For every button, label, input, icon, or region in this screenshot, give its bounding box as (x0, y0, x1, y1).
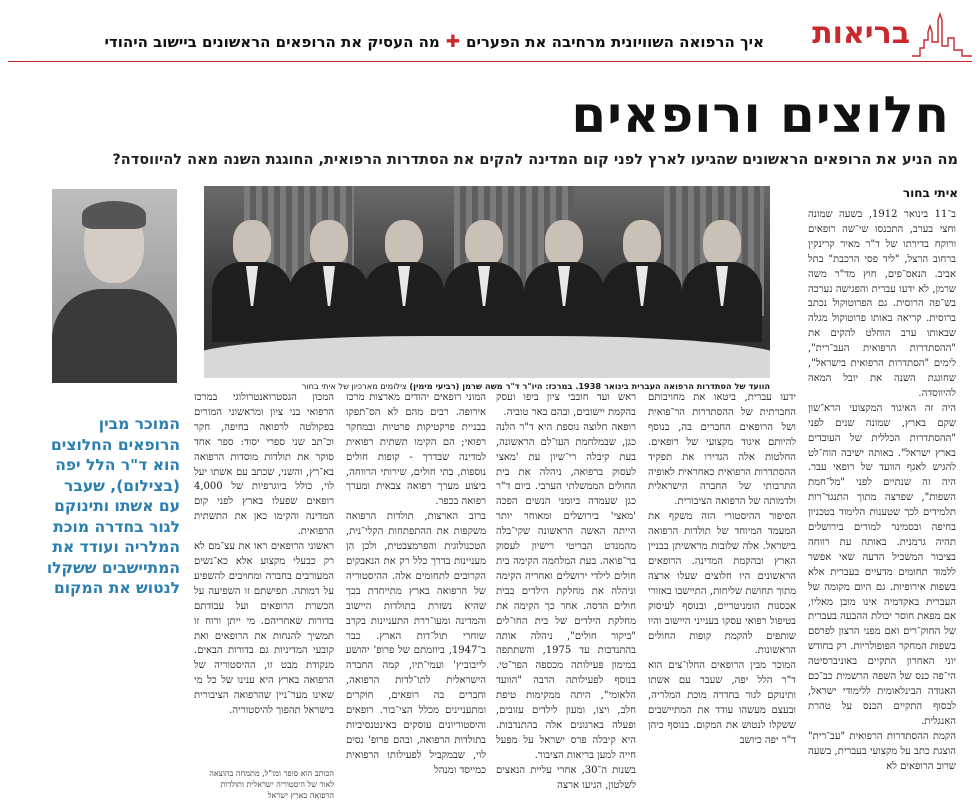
article-column-5: המכון הגסטרואנטרולוגי במרכז הרפואי בני ציון ומראשוני המורים בפקולטה לרפואה בחיפה, חקר וכ־תב שני ספרי יסוד: ספר אחד סוקר את תולדות מוסדות הרפואה בא־רץ, והשני, שכתב עם אשתו יעל לוי, כולל ביוגרפיות של 4,000 רופאים שפעלו בארץ לפני קום המדינה והקימו כאן את התשתית הרפואית. ראשוני הרופאים ראו את עצ־מם לא רק כבעלי מקצוע אלא כא־נשים המעורבים בחברה ומחויבים להשפיע על דמותה. תפישתם זו השפיעה על הכשרת הרופאים ועל עבודתם בדורות שאחריהם. מי ייתן ורוח זו תמשיך להנחות את הרופאים ואת קובעי המדיניות גם בדורות הבאים. מנקודת מבט זו, ההיסטוריה של הרפואה בארץ היא ענינו של כל מי שאינו מער־ניין שהרפואה הציבורית בישראל תהפוך להיסטוריה. (194, 392, 334, 717)
teaser-link[interactable]: מה העסיק את הרופאים הראשונים ביישוב היהודי (104, 33, 440, 51)
subheadline: מה הניע את הרופאים הראשונים שהגיעו לארץ לפני קום המדינה להקים את הסתדרות הרפואית, החוגגת השנה מאה להיווסדה? (112, 152, 958, 168)
teasers (105, 32, 764, 52)
photo-caption: הוועד של הסתדרות הרפואה העברית בינואר 1938. במרכז: היו"ר ד"ר משה שרמן (רביעי מימין) צילומים מארכיון של איתי בחור (301, 381, 770, 391)
teaser-link[interactable]: איך הרפואה השוויונית מרחיבה את הפערים (466, 33, 764, 51)
section-title: בריאות (812, 16, 910, 51)
article-column-4: המוני רופאים יהודים מארצות מרכז אירופה. רבים מהם לא הס־תפקו בבניית פרקטיקות פרטיות ובמחקר רפואי; הם הקימו תשתית רפואית למדינה שבדרך - קופות חולים נוספות, בתי חולים, שירותי הרווחה, ביצוע מערך רפואה צבאית ומערך רפואה בכפר. ברוב הארצות, תולדות הרפואה משקפות את ההתפתחות הקלי־נית, הטכנולוגית והפרמצבטית, ולכן הן מעניינות בדרך כלל רק את הנאבקים הקרובים לתחומים אלה. ההיסטוריה של הרפואה בארץ מתייחדת בכך שהיא נשזרת בתולדות היישוב והמדינה ומעו־ררת התעניינות בקרב שוחרי תול־דות הארץ. כבר ב־1947, ביוזמתם של פרופ' יהושע לייבוביץ' ועמי־תיו, קמה החברה הישראלית לתו־לדות הרפואה, וחברים בה רופאים, חוקרים ומתעניינים מכלל הצי־בור. רופאים והיסטוריונים עוסקים באינטנסיביות בתולדות הרפואה, ובהם פרופ' נסים לוי, שבמקביל לפעילותו הרפואית כמייסד ומנהל (346, 392, 486, 776)
group-photo (204, 186, 770, 378)
portrait-photo (52, 189, 177, 383)
article-column-2: ידעו עברית, ביטאו את מחויבותם החברתית של ההסתדרות הר־פואית ושל הרופאים החברים בה, בנוסף להיותם איגוד מקצועי של רופאים. החלטות אלה הגדירו את תפקיד ההסתדרות הרפואית כאחראית לאופיה התרבותי של החברה הישראלית ולדמותה של הרפואה הציבורית. הסיפור ההיסטורי הזה משקף את המעמד המיוחד של תולדות הרפואה בישראל. אלה שלובות מראשיתן בבניין הארץ ובהקמת המדינה. הרופאים הראשונים היו חלוצים שעלו ארצה מתוך תחושת שליחות, התיישבו באזורי אכסנות הומניטריים, ובנוסף לעיסוק בטיפול רפואי עסקו בענייני היישוב והיו שותפים להקמת קופות החולים הראשונות. המוכר מבין הרופאים החלו־צים הוא ד"ר הלל יפה, שעבר עם אשתו ותינוקם לגור בחדרה מוכת המלריה, ובעצם מעשהו עודד את המתיישבים ששקלו לנטוש את המקום. בנוסף כיהן ד"ר יפה כיושב (648, 392, 796, 746)
byline: איתי בחור (902, 186, 958, 200)
article-column-3: ראש ועד חובבי ציון ביפו ועסק בהקמת יישובים, ובהם באר טוביה. רופאה חלוצה נוספת היא ד"ר הלנה כגן, שבמלחמת העו־לם הראשונה, בעת קיבלה רי־שיון עת 'מאצי לעסוק ברפואה, ניהלה את בית החולים הממשלתי הערבי. ביום ד"ר כגן שעמדה ביומני הנשים הפכה 'מאצי' בירושלים ומאוחר יותר הייתה האשה הראשונה שקי־בלה מהמנדט הבריטי רישיון לעסוק בר־פואה. בעת המלחמה הקימה בית חולים לילדי ירושלים ואחריה הקימה וניהלה את מחלקת הילדים בבית חולים הדסה. אחר כך הקימה את מחלקת הילדים של בית החו־לים "ביקור חולים", ניהלה אותה בהתנדבות עד 1975, והשתתפה במימון פעילותה מכספה הפר־טי. בנוסף לפעילותה הרבה "הוועד הלאומי", היתה ממקימות טיפת חלב, ויצו, ומעון לילדים עזובים, ופעלה בארגונים אלה בהתנדבות. היא קיבלה פרס ישראל על מפעל חייה למען בריאות הציבור. בשנות ה־30, אחרי עליית הנאצים לשלטון, הגיעו ארצה (496, 392, 636, 791)
plus-icon: ✚ (445, 32, 461, 52)
pull-quote: המוכר מבין הרופאים החלוצים הוא ד"ר הלל יפה (בצילום), שעבר עם אשתו ותינוקם לגור בחדרה מוכת המלריה ועודד את המתיישבים ששקלו לנטוש את המקום (46, 415, 180, 597)
section-header (8, 18, 972, 62)
jerusalem-skyline-icon (912, 12, 972, 62)
headline: חלוצים ורופאים (571, 86, 950, 144)
author-note: הכותב הוא סופר ומו"ל, מתמחה בהוצאה לאור של היסטוריה ישראלית ותולדות הרפואה בארץ ישראל (209, 769, 334, 800)
article-column-1: ב־11 בינואר 1912, בשעה שמונה וחצי בערב, התכנסו שי־שה רופאים ורוקח בדירתו של ד"ר מאיר קרינקין ברחוב הרצל, "ליד פסי הרכבת" בתל אביב. הנאס־פים, חוץ מד"ר משה שרמן, לא ידעו עברית והפגישה נערכה בש־פה הרוסית. גם הפרוטוקול נכתב ברוסית. קריאה באותו פרוטוקול מגלה שבאותו ערב הוחלט להקים את "ההסתדרות הרפואית העב־רית", לימים "הסתדרות הרפואית בישראל", שחוגגת השנה את יובל המאה להיווסדה. היה זה האיגוד המקצועי הרא־שון שקם בארץ, שמונה שנים לפני "ההסתדרות הכללית של העובדים בארץ ישראל". באותה ישיבה הוח־לט להגיש לאגף הוועד של רופאי עבר. היה זה שנתיים לפני "מל־חמת השפות", שפרצה מתוך התנגד־רות תלמידים לכך שטענות הלימוד בטכניון בחיפה ובסמינר למורים בירושלים תהיה גרמנית. באותה עת רווחה בציבור המשכיל הדעה שאי אפשר ללמוד תחומים מדעיים בעברית אלא בשפות אירופיות. גם היום מקומה של העברית באקדמיה אינו מובן מאליו, אם מפאת חוסר יכולת ההבעה בעברית של החוק־רים ואם מפני הרצון לפרסם בשפות המחקר הפופולריות. רק בחודש יוני האחרון התקיים באוניברסיטה הי־פה כנס של השפה הרשמית כב־כם האגודה הבינלאומית ללימודי ישראל, לבסוף התקיים הכנס על טהרת האנגלית. הקמת ההסתדרות הרפואית "עב־רית" הוצגת כתב על מקצועי בעברית, בשעה שרוב הרופאים לא (808, 209, 956, 772)
